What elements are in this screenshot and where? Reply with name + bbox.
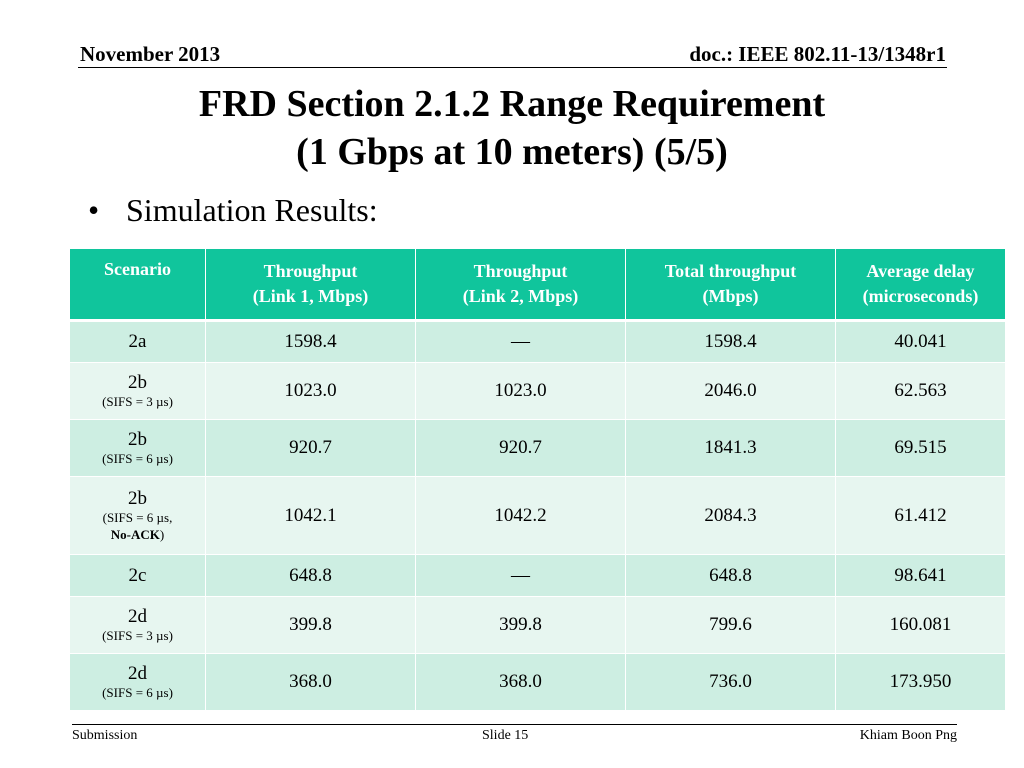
cell-scenario	[70, 420, 206, 477]
cell-scenario	[70, 363, 206, 420]
scenario-label: 2b	[128, 371, 147, 393]
cell-total-throughput: 2046.0	[626, 363, 836, 420]
column-header-delay: Average delay (microseconds)	[836, 249, 1006, 321]
cell-total-throughput: 799.6	[626, 597, 836, 654]
scenario-note: (SIFS = 6 µs)	[102, 450, 173, 466]
footer-divider	[72, 724, 957, 725]
cell-average-delay: 69.515	[836, 420, 1006, 477]
cell-scenario	[70, 555, 206, 597]
table-body	[70, 321, 1006, 711]
scenario-note: (SIFS = 3 µs)	[102, 627, 173, 643]
scenario-label: 2a	[128, 331, 147, 352]
cell-throughput-link2: 1023.0	[416, 363, 626, 420]
scenario-label: 2d	[128, 605, 147, 627]
cell-throughput-link2: 1042.2	[416, 477, 626, 555]
cell-average-delay: 61.412	[836, 477, 1006, 555]
cell-total-throughput: 1841.3	[626, 420, 836, 477]
header-date: November 2013	[80, 42, 221, 66]
cell-throughput-link1: 648.8	[206, 555, 416, 597]
cell-throughput-link1: 399.8	[206, 597, 416, 654]
table-row	[70, 321, 1006, 363]
results-table	[69, 248, 1006, 711]
cell-throughput-link1: 1598.4	[206, 321, 416, 363]
table-header-row	[70, 249, 1006, 321]
cell-average-delay: 40.041	[836, 321, 1006, 363]
cell-throughput-link1: 1042.1	[206, 477, 416, 555]
column-header-scenario: Scenario	[70, 249, 206, 321]
slide-title	[0, 80, 1024, 176]
column-header-link2: Throughput (Link 2, Mbps)	[416, 249, 626, 321]
scenario-label: 2c	[128, 564, 147, 586]
slide-title-line2: (1 Gbps at 10 meters) (5/5)	[296, 131, 728, 173]
cell-throughput-link1: 1023.0	[206, 363, 416, 420]
table-row	[70, 477, 1006, 555]
cell-scenario	[70, 654, 206, 711]
table-row	[70, 654, 1006, 711]
cell-scenario	[70, 477, 206, 555]
cell-throughput-link2: —	[416, 321, 626, 363]
scenario-note: (SIFS = 6 µs)	[102, 684, 173, 700]
footer-submission: Submission	[72, 728, 138, 743]
cell-throughput-link2: 399.8	[416, 597, 626, 654]
cell-scenario	[70, 321, 206, 363]
table-row	[70, 555, 1006, 597]
slide-title-line1: FRD Section 2.1.2 Range Requirement	[198, 83, 826, 125]
cell-average-delay: 62.563	[836, 363, 1006, 420]
cell-total-throughput: 2084.3	[626, 477, 836, 555]
bullet-marker: •	[88, 192, 100, 228]
cell-throughput-link2: 368.0	[416, 654, 626, 711]
scenario-label: 2b	[128, 428, 147, 450]
scenario-note: (SIFS = 6 µs, No-ACK)	[102, 509, 173, 542]
cell-throughput-link1: 368.0	[206, 654, 416, 711]
header-doc-id: doc.: IEEE 802.11-13/1348r1	[689, 42, 946, 66]
cell-throughput-link1: 920.7	[206, 420, 416, 477]
bullet-text: Simulation Results:	[126, 192, 378, 228]
cell-average-delay: 98.641	[836, 555, 1006, 597]
table-row	[70, 597, 1006, 654]
cell-throughput-link2: 920.7	[416, 420, 626, 477]
header-divider	[78, 67, 947, 68]
column-header-total: Total throughput (Mbps)	[626, 249, 836, 321]
bullet-item	[88, 190, 378, 230]
cell-scenario	[70, 597, 206, 654]
cell-total-throughput: 648.8	[626, 555, 836, 597]
table-row	[70, 420, 1006, 477]
column-header-link1: Throughput (Link 1, Mbps)	[206, 249, 416, 321]
cell-average-delay: 160.081	[836, 597, 1006, 654]
cell-total-throughput: 1598.4	[626, 321, 836, 363]
cell-total-throughput: 736.0	[626, 654, 836, 711]
scenario-note: (SIFS = 3 µs)	[102, 393, 173, 409]
cell-throughput-link2: —	[416, 555, 626, 597]
cell-average-delay: 173.950	[836, 654, 1006, 711]
footer-slide-number: Slide 15	[482, 728, 529, 743]
scenario-label: 2b	[128, 487, 147, 509]
scenario-label: 2d	[128, 662, 147, 684]
footer-author: Khiam Boon Png	[859, 728, 957, 743]
table-row	[70, 363, 1006, 420]
